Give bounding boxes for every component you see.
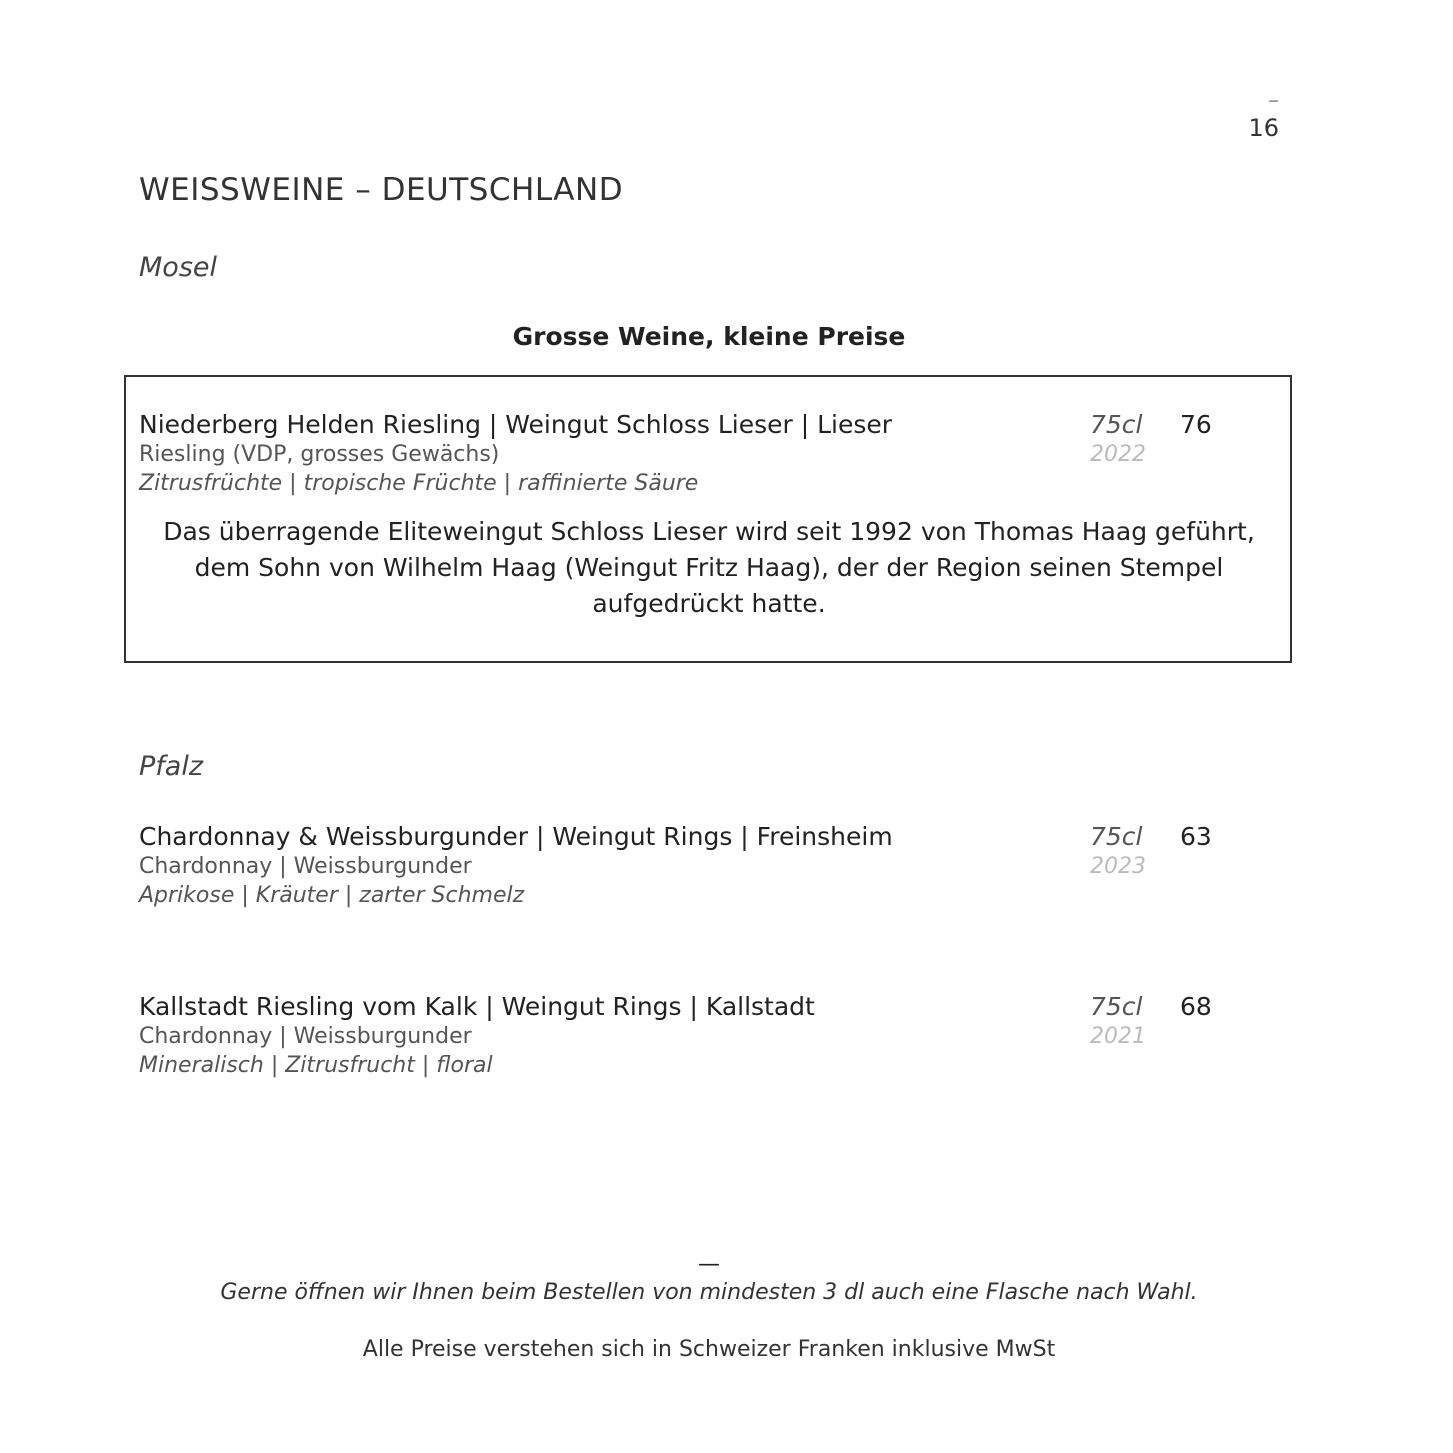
wine-vintage: 2021: [1090, 1024, 1146, 1049]
page-title: WEISSWEINE – DEUTSCHLAND: [139, 172, 624, 208]
wine-volume: 75cl: [1090, 410, 1143, 439]
featured-heading: Grosse Weine, kleine Preise: [512, 322, 906, 351]
page-dash: –: [1268, 88, 1279, 113]
wine-vintage: 2022: [1090, 442, 1146, 467]
wine-grape: Chardonnay | Weissburgunder: [139, 1024, 472, 1049]
region-heading-mosel: Mosel: [139, 252, 217, 283]
wine-item-niederberg-helden: [139, 410, 1239, 510]
featured-description: Das überragende Eliteweingut Schloss Lieser wird seit 1992 von Thomas Haag geführt, dem Sohn von Wilhelm Haag (Weingut Fritz Haag), der der Region seinen Stempel aufgedrückt hatte.: [163, 517, 1255, 618]
wine-item-kallstadt-riesling: [139, 992, 1239, 1092]
wine-grape: Chardonnay | Weissburgunder: [139, 854, 472, 879]
wine-name: Chardonnay & Weissburgunder | Weingut Rings | Freinsheim: [139, 822, 893, 851]
wine-price: 76: [1180, 410, 1212, 439]
wine-tasting-notes: Zitrusfrüchte | tropische Früchte | raffinierte Säure: [139, 471, 699, 496]
region-heading-pfalz: Pfalz: [139, 751, 204, 782]
wine-grape: Riesling (VDP, grosses Gewächs): [139, 442, 500, 467]
wine-tasting-notes: Mineralisch | Zitrusfrucht | floral: [139, 1053, 493, 1078]
wine-volume: 75cl: [1090, 992, 1143, 1021]
wine-tasting-notes: Aprikose | Kräuter | zarter Schmelz: [139, 883, 525, 908]
wine-vintage: 2023: [1090, 854, 1146, 879]
wine-name: Kallstadt Riesling vom Kalk | Weingut Rings | Kallstadt: [139, 992, 815, 1021]
footer-note: Gerne öffnen wir Ihnen beim Bestellen von mindesten 3 dl auch eine Flasche nach Wahl.: [220, 1280, 1198, 1305]
wine-price: 68: [1180, 992, 1212, 1021]
wine-volume: 75cl: [1090, 822, 1143, 851]
wine-name: Niederberg Helden Riesling | Weingut Schloss Lieser | Lieser: [139, 410, 893, 439]
wine-item-chardonnay-weissburgunder: [139, 822, 1239, 922]
page-number: 16: [1248, 114, 1279, 142]
wine-price: 63: [1180, 822, 1212, 851]
footer-prices-note: Alle Preise verstehen sich in Schweizer Franken inklusive MwSt: [362, 1337, 1056, 1362]
footer-divider: —: [698, 1252, 720, 1277]
